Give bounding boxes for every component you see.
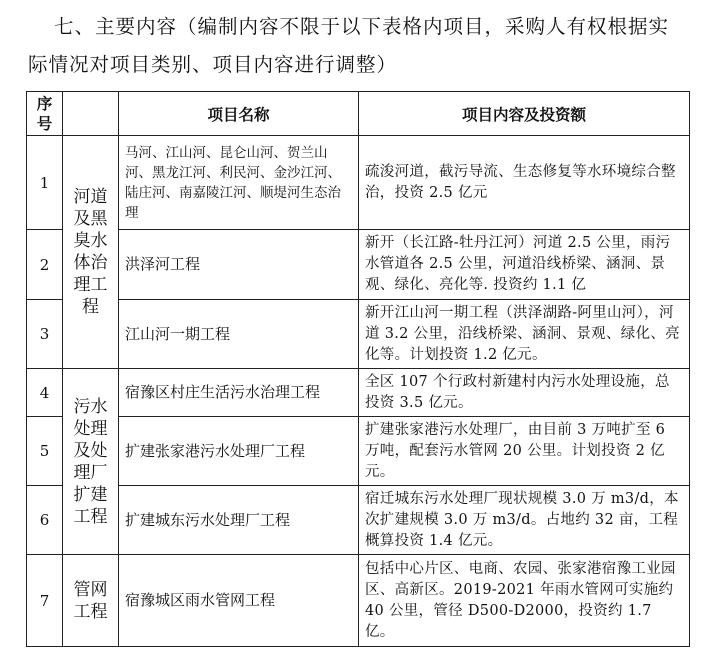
- category-river: 河道及黑臭水体治理工程: [63, 136, 119, 369]
- row-name: 洪泽河工程: [119, 230, 359, 300]
- heading-line-1: 七、主要内容（编制内容不限于以下表格内项目，采购人有权根据实: [54, 15, 670, 38]
- table-row: [27, 555, 690, 647]
- row-no: 4: [27, 369, 63, 417]
- row-content: 宿迁城东污水处理厂现状规模 3.0 万 m3/d，本次扩建规模 3.0 万 m3/d。占地约 32 亩，工程概算投资 1.4 亿元。: [359, 486, 690, 555]
- row-content: 包括中心片区、电商、农园、张家港宿豫工业园区、高新区。2019-2021 年雨水管网可实施约 40 公里，管径 D500-D2000，投资约 1.7 亿。: [359, 555, 690, 647]
- category-sewage: 污水处理及处理厂扩建工程: [63, 369, 119, 555]
- header-no-line2: 号: [36, 114, 53, 133]
- heading-line-2: 际情况对项目类别、项目内容进行调整）: [28, 53, 398, 76]
- row-name: 扩建张家港污水处理厂工程: [119, 417, 359, 486]
- table-row: [27, 300, 690, 369]
- category-pipe: 管网工程: [63, 555, 119, 647]
- table-header-row: [27, 92, 690, 136]
- table-row: [27, 230, 690, 300]
- row-name: 扩建城东污水处理厂工程: [119, 486, 359, 555]
- row-no: 2: [27, 230, 63, 300]
- row-content: 新开（长江路-牡丹江河）河道 2.5 公里，雨污水管道各 2.5 公里，河道沿线桥梁、涵洞、景观、绿化、亮化等. 投资约 1.1 亿: [359, 230, 690, 300]
- row-no: 5: [27, 417, 63, 486]
- row-name: 宿豫城区雨水管网工程: [119, 555, 359, 647]
- table-row: [27, 369, 690, 417]
- row-no: 3: [27, 300, 63, 369]
- row-content: 扩建张家港污水处理厂，由目前 3 万吨扩至 6 万吨，配套污水管网 20 公里。计划投资 2 亿元。: [359, 417, 690, 486]
- header-no: [27, 92, 63, 136]
- table-row: [27, 136, 690, 230]
- header-no-line1: 序: [36, 94, 53, 113]
- row-no: 6: [27, 486, 63, 555]
- row-content: 疏浚河道，截污导流、生态修复等水环境综合整治，投资 2.5 亿元: [359, 136, 690, 230]
- table-row: [27, 417, 690, 486]
- row-name: 宿豫区村庄生活污水治理工程: [119, 369, 359, 417]
- row-name: 马河、江山河、昆仑山河、贺兰山河、黑龙江河、利民河、金沙江河、陆庄河、南嘉陵江河、顺堤河生态治理: [119, 136, 359, 230]
- row-name: 江山河一期工程: [119, 300, 359, 369]
- section-heading: [28, 8, 706, 84]
- row-content: 全区 107 个行政村新建村内污水处理设施，总投资 3.5 亿元。: [359, 369, 690, 417]
- header-category: [63, 92, 119, 136]
- row-content: 新开江山河一期工程（洪泽湖路-阿里山河），河道 3.2 公里，沿线桥梁、涵洞、景观、绿化、亮化等。计划投资 1.2 亿元。: [359, 300, 690, 369]
- table-row: [27, 486, 690, 555]
- row-no: 7: [27, 555, 63, 647]
- project-table: [26, 91, 690, 647]
- header-content: 项目内容及投资额: [359, 92, 690, 136]
- header-name: 项目名称: [119, 92, 359, 136]
- row-no: 1: [27, 136, 63, 230]
